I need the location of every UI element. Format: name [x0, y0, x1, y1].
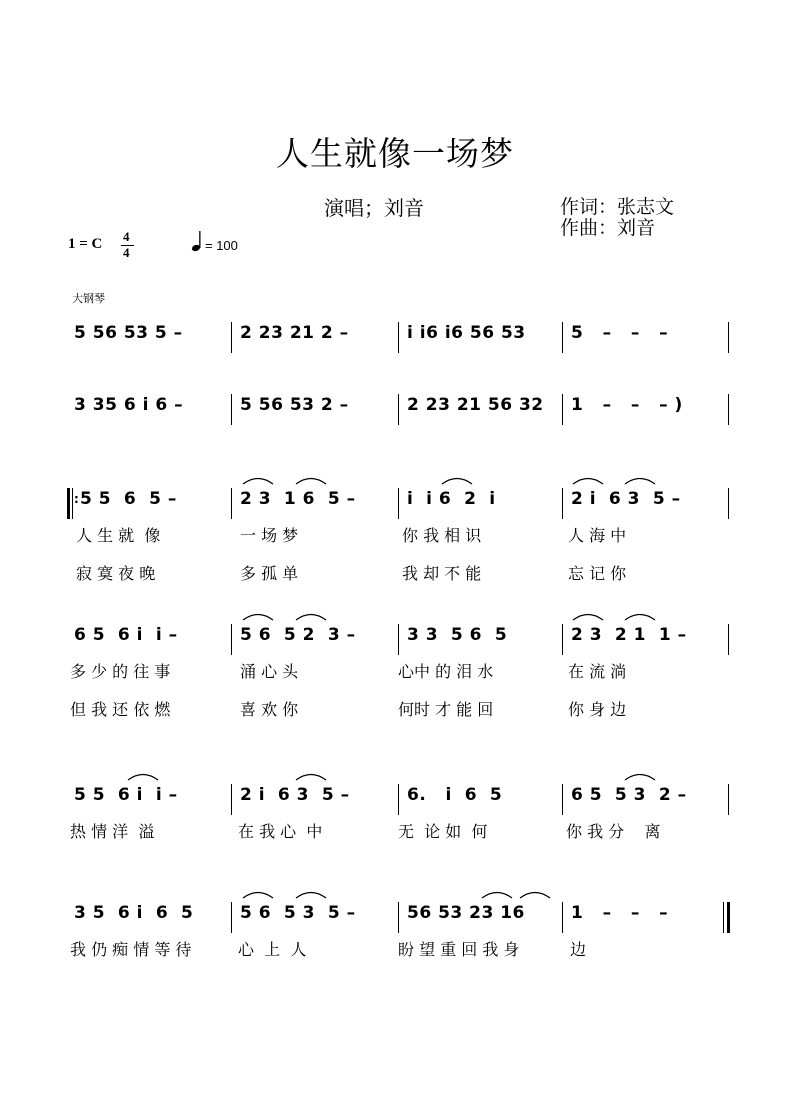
measure: 6 5 6 i i –	[74, 625, 178, 645]
lyric-line-1: 你 我 相 识	[402, 526, 482, 545]
barline	[231, 784, 232, 815]
measure: i i 6 2 i	[407, 489, 496, 509]
slur-mark	[126, 771, 160, 781]
barline	[398, 902, 399, 933]
lyric-line-1: 边	[570, 940, 587, 959]
measure: 5 6 5 3 5 –	[240, 903, 356, 923]
lyric-line-1: 人 海 中	[568, 526, 627, 545]
lyric-line-1: 心 上 人	[238, 940, 307, 959]
lyric-line-1: 热 情 洋 溢	[70, 822, 155, 841]
barline	[728, 488, 729, 519]
measure: 3 35 6 i 6 –	[74, 395, 184, 415]
barline	[728, 784, 729, 815]
lyric-line-2: 忘 记 你	[568, 564, 627, 583]
lyric-line-2: 喜 欢 你	[240, 700, 299, 719]
barline	[562, 322, 563, 353]
measure: 5 – – –	[571, 323, 669, 343]
quarter-note-icon	[191, 230, 203, 256]
barline	[562, 488, 563, 519]
time-signature-top: 4	[123, 229, 130, 244]
measure: 1 – – – )	[571, 395, 683, 415]
slur-mark	[518, 889, 552, 899]
slur-mark	[294, 475, 328, 485]
tempo-marking: = 100	[205, 238, 238, 253]
measure: 5 56 53 2 –	[240, 395, 349, 415]
measure: 6. i 6 5	[407, 785, 503, 805]
measure: 2 3 1 6 5 –	[240, 489, 356, 509]
slur-mark	[241, 889, 275, 899]
lyric-line-1: 一 场 梦	[240, 526, 299, 545]
lyric-line-2: 寂 寞 夜 晚	[76, 564, 156, 583]
barline	[398, 784, 399, 815]
barline	[562, 902, 563, 933]
time-signature-bottom: 4	[123, 245, 130, 260]
barline	[231, 624, 232, 655]
barline	[562, 394, 563, 425]
slur-mark	[440, 475, 474, 485]
slur-mark	[241, 611, 275, 621]
measure: 6 5 5 3 2 –	[571, 785, 687, 805]
barline	[728, 394, 729, 425]
barline	[562, 784, 563, 815]
lyric-line-1: 多 少 的 往 事	[70, 662, 171, 681]
lyric-line-2: 你 身 边	[568, 700, 627, 719]
barline	[231, 488, 232, 519]
measure: 5 56 53 5 –	[74, 323, 183, 343]
final-barline-thin	[723, 902, 724, 933]
barline	[398, 322, 399, 353]
barline	[231, 394, 232, 425]
lyric-line-1: 盼 望 重 回 我 身	[398, 940, 520, 959]
measure: 2 3 2 1 1 –	[571, 625, 687, 645]
slur-mark	[623, 475, 657, 485]
slur-mark	[294, 611, 328, 621]
song-title: 人生就像一场梦	[276, 134, 514, 173]
lyric-line-1: 涌 心 头	[240, 662, 299, 681]
barline	[728, 322, 729, 353]
slur-mark	[571, 611, 605, 621]
barline	[231, 902, 232, 933]
barline	[398, 488, 399, 519]
measure: 2 23 21 2 –	[240, 323, 349, 343]
lyric-line-1: 心中 的 泪 水	[398, 662, 494, 681]
barline	[231, 322, 232, 353]
lyric-line-1: 在 流 淌	[568, 662, 627, 681]
lyric-line-1: 人 生 就 像	[76, 526, 161, 545]
measure: 5 5 6 5 –	[80, 489, 177, 509]
lyric-line-2: 何时 才 能 回	[398, 700, 494, 719]
key-signature: 1 = C	[68, 236, 103, 252]
composer-credit: 作曲：刘音	[560, 217, 656, 239]
repeat-dots: :	[74, 492, 79, 506]
measure: 2 i 6 3 5 –	[571, 489, 681, 509]
slur-mark	[571, 475, 605, 485]
slur-mark	[241, 475, 275, 485]
singer-credit: 演唱；刘音	[324, 196, 424, 220]
measure: 3 5 6 i 6 5	[74, 903, 194, 923]
lyric-line-2: 多 孤 单	[240, 564, 299, 583]
measure: 1 – – –	[571, 903, 669, 923]
repeat-start-barline	[67, 488, 70, 519]
lyricist-credit: 作词：张志文	[560, 196, 675, 218]
lyric-line-1: 你 我 分 离	[566, 822, 661, 841]
measure: 56 53 23 16	[407, 903, 525, 923]
measure: 5 5 6 i i –	[74, 785, 178, 805]
measure: 2 i 6 3 5 –	[240, 785, 350, 805]
barline	[398, 394, 399, 425]
lyric-line-1: 无 论 如 何	[398, 822, 488, 841]
lyric-line-2: 但 我 还 依 燃	[70, 700, 171, 719]
slur-mark	[480, 889, 514, 899]
barline	[728, 624, 729, 655]
slur-mark	[294, 889, 328, 899]
slur-mark	[294, 771, 328, 781]
instrument-label: 大钢琴	[72, 292, 105, 305]
measure: i i6 i6 56 53	[407, 323, 526, 343]
final-barline-thick	[727, 902, 730, 933]
measure: 2 23 21 56 32	[407, 395, 544, 415]
measure: 3 3 5 6 5	[407, 625, 508, 645]
lyric-line-1: 在 我 心 中	[238, 822, 323, 841]
slur-mark	[623, 771, 657, 781]
slur-mark	[623, 611, 657, 621]
lyric-line-1: 我 仍 痴 情 等 待	[70, 940, 192, 959]
barline	[398, 624, 399, 655]
barline	[562, 624, 563, 655]
measure: 5 6 5 2 3 –	[240, 625, 356, 645]
lyric-line-2: 我 却 不 能	[402, 564, 482, 583]
